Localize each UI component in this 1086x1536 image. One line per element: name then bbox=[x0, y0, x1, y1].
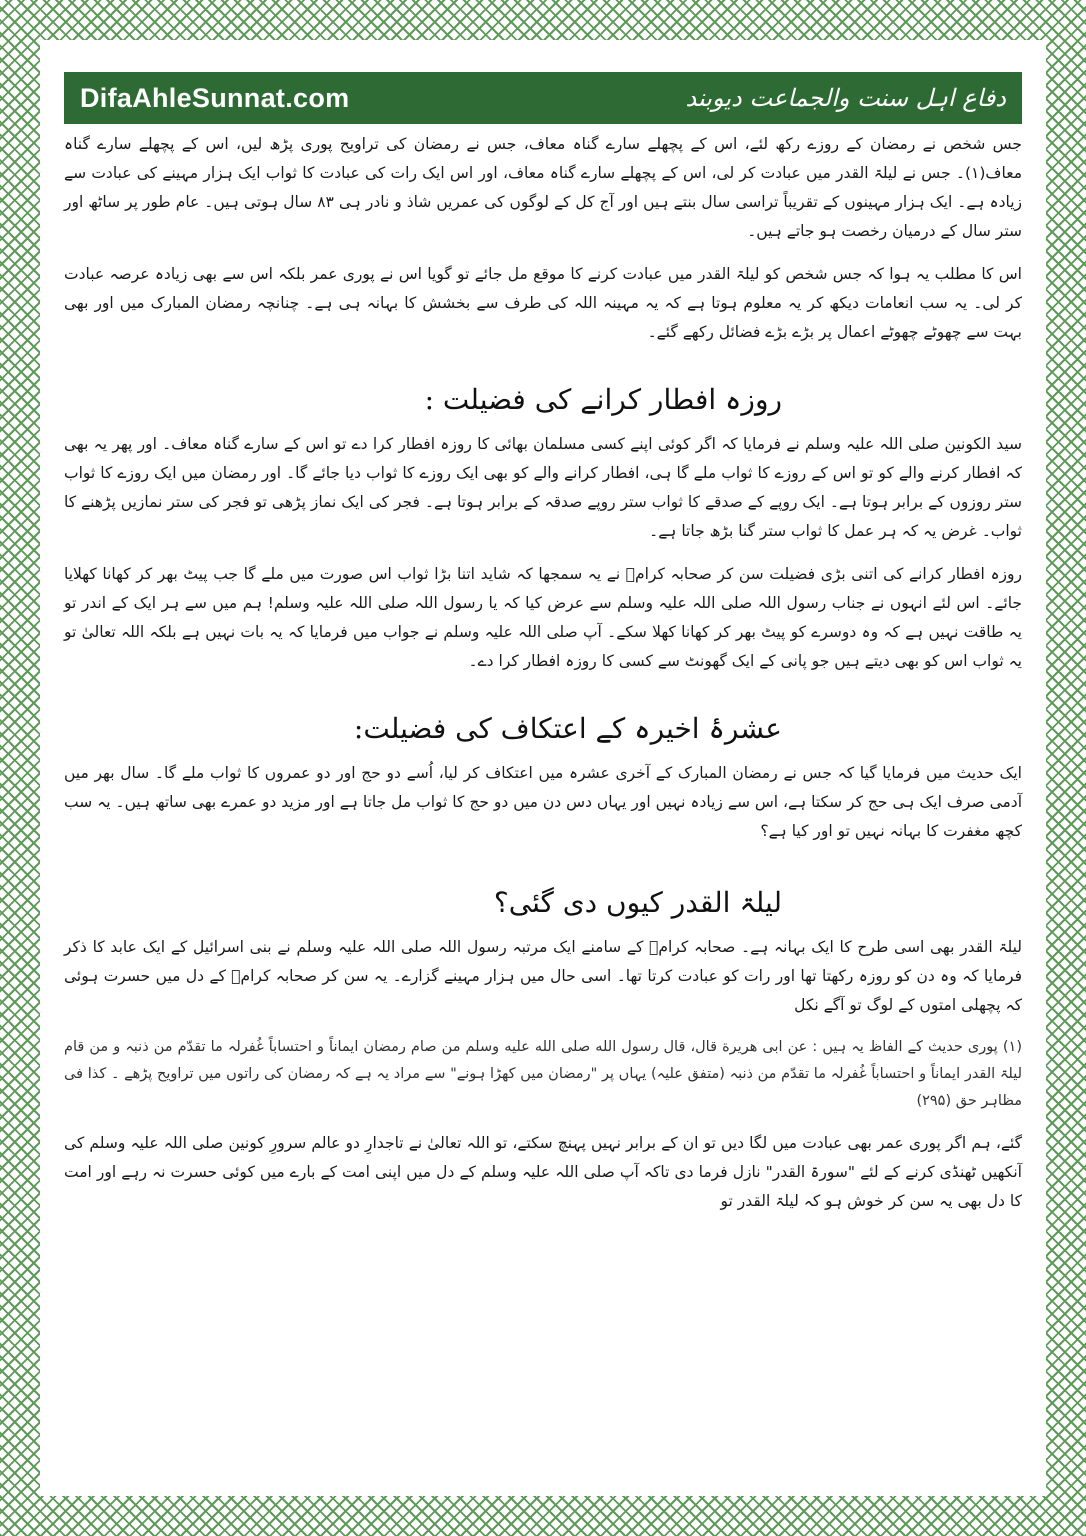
site-name[interactable]: DifaAhleSunnat.com bbox=[80, 82, 350, 113]
paragraph-6: لیلۃ القدر بھی اسی طرح کا ایک بہانہ ہے۔ صحابہ کرامؓ کے سامنے ایک مرتبہ رسول اللہ صلی اللہ علیہ وسلم نے بنی اسرائیل کے ایک عابد کا ذکر فرمایا کہ وہ دن کو روزہ رکھتا تھا اور رات کو عبادت کرتا تھا۔ اسی حال میں ہزار مہینے گزارے۔ یہ سن کر صحابہ کرامؓ کے دل میں حسرت ہوئی کہ پچھلی امتوں کے لوگ تو آگے نکل bbox=[64, 938, 1022, 1014]
paragraph-7: گئے، ہم اگر پوری عمر بھی عبادت میں لگا دیں تو ان کے برابر نہیں پہنچ سکتے، تو اللہ تعالیٰ نے تاجدارِ دو عالم سرورِ کونین صلی اللہ علیہ وسلم کی آنکھیں ٹھنڈی کرنے کے لئے "سورۃ القدر" نازل فرما دی تاکہ آپ صلی اللہ علیہ وسلم کے دل میں اپنی امت کے بارے میں کوئی حسرت نہ رہے اور امت کا دل بھی یہ سن کر خوش ہو کہ لیلۃ القدر تو bbox=[64, 1134, 1022, 1210]
heading-itikaf-virtue: عشرۂ اخیرہ کے اعتکاف کی فضیلت: bbox=[353, 712, 782, 745]
document-page bbox=[40, 40, 1046, 1496]
paragraph-5: ایک حدیث میں فرمایا گیا کہ جس نے رمضان المبارک کے آخری عشرہ میں اعتکاف کر لیا، اُسے دو حج اور دو عمروں کا ثواب ملے گا۔ سال بھر میں آدمی صرف ایک ہی حج کر سکتا ہے، اس سے زیادہ نہیں اور یہاں دس دن میں دو حج کا ثواب مل جاتا ہے اور مزید دو عمرے بھی ساتھ ہیں۔ یہ سب کچھ مغفرت کا بہانہ نہیں تو اور کیا ہے؟ bbox=[64, 764, 1022, 840]
site-header-banner bbox=[64, 72, 1022, 124]
heading-laylatul-qadr: لیلۃ القدر کیوں دی گئی؟ bbox=[493, 886, 782, 919]
paragraph-4: روزہ افطار کرانے کی اتنی بڑی فضیلت سن کر صحابہ کرامؓ نے یہ سمجھا کہ شاید اتنا بڑا ثواب اس صورت میں ملے گا جب پیٹ بھر کر کھانا کھلایا جائے۔ اس لئے انہوں نے جناب رسول اللہ صلی اللہ علیہ وسلم سے عرض کیا کہ یا رسول اللہ صلی اللہ علیہ وسلم! ہم میں سے ہر ایک کے اندر تو یہ طاقت نہیں ہے کہ وہ دوسرے کو پیٹ بھر کر کھانا کھلا سکے۔ آپ صلی اللہ علیہ وسلم نے جواب میں فرمایا کہ یہ بات نہیں ہے بلکہ اللہ تعالیٰ تو یہ ثواب اس کو بھی دیتے ہیں جو پانی کے ایک گھونٹ سے کسی کا روزہ افطار کرا دے۔ bbox=[64, 565, 1022, 670]
paragraph-1: جس شخص نے رمضان کے روزے رکھ لئے، اس کے پچھلے سارے گناہ معاف، جس نے رمضان کی تراویح پوری پڑھ لیں، اس کے پچھلے سارے گناہ معاف(۱)۔ جس نے لیلۃ القدر میں عبادت کر لی، اس کے پچھلے سارے گناہ معاف، اور اس ایک رات کی عبادت کا ثواب ایک ہزار مہینے کی عبادت سے زیادہ ہے۔ ایک ہزار مہینوں کے تقریباً تراسی سال بنتے ہیں اور آج کل کے لوگوں کی عمریں شاذ و نادر ہی ۸۳ سال ہوتی ہیں۔ عام طور پر ساٹھ اور ستر سال کے درمیان رخصت ہو جاتے ہیں۔ bbox=[64, 135, 1022, 240]
article-body bbox=[64, 130, 1022, 1216]
paragraph-2: اس کا مطلب یہ ہوا کہ جس شخص کو لیلۃ القدر میں عبادت کرنے کا موقع مل جائے تو گویا اس نے پوری عمر بلکہ اس سے بھی زیادہ عرصہ عبادت کر لی۔ یہ سب انعامات دیکھ کر یہ معلوم ہوتا ہے کہ یہ مہینہ اللہ کی طرف سے بخشش کا بہانہ ہی ہے۔ چنانچہ رمضان المبارک میں اور بھی بہت سے چھوٹے چھوٹے اعمال پر بڑے بڑے فضائل رکھے گئے۔ bbox=[64, 265, 1022, 341]
footnote: (۱) پوری حدیث کے الفاظ یہ ہیں : عن ابی هريرة قال، قال رسول الله صلى الله عليه وسلم من صام رمضان ايماناً و احتساباً غُفرلہ ما تقدّم من ذنبہ و من قام لیلۃ القدر ایماناً و احتساباً غُفرلہ ما تقدّم من ذنبہ (متفق علیہ) یہاں پر "رمضان میں کھڑا ہونے" سے مراد یہ ہے کہ رمضان کی راتوں میں تراویح پڑھے ۔ کذا فی مظاہر حق (۲۹۵) bbox=[64, 1039, 1022, 1109]
banner-title: دفاع اہل سنت والجماعت دیوبند bbox=[685, 84, 1006, 112]
paragraph-3: سید الکونین صلی اللہ علیہ وسلم نے فرمایا کہ اگر کوئی اپنے کسی مسلمان بھائی کا روزہ افطار کرا دے تو اس کے سارے گناہ معاف۔ اور پھر یہ بھی کہ افطار کرنے والے کو تو اس کے روزے کا ثواب ملے گا ہی، افطار کرانے والے کو بھی ایک روزے کا ثواب دیا جائے گا۔ اور رمضان میں ایک روزے کا ثواب ستر روزوں کے برابر ہوتا ہے۔ ایک روپے کے صدقے کا ثواب ستر روپے صدقہ کے برابر ہوتا ہے۔ فجر کی ایک نماز پڑھی تو فجر کی ستر نمازیں پڑھنے کا ثواب۔ غرض یہ کہ ہر عمل کا ثواب ستر گنا بڑھ جاتا ہے۔ bbox=[64, 435, 1022, 540]
heading-iftar-virtue: روزہ افطار کرانے کی فضیلت : bbox=[424, 383, 782, 416]
